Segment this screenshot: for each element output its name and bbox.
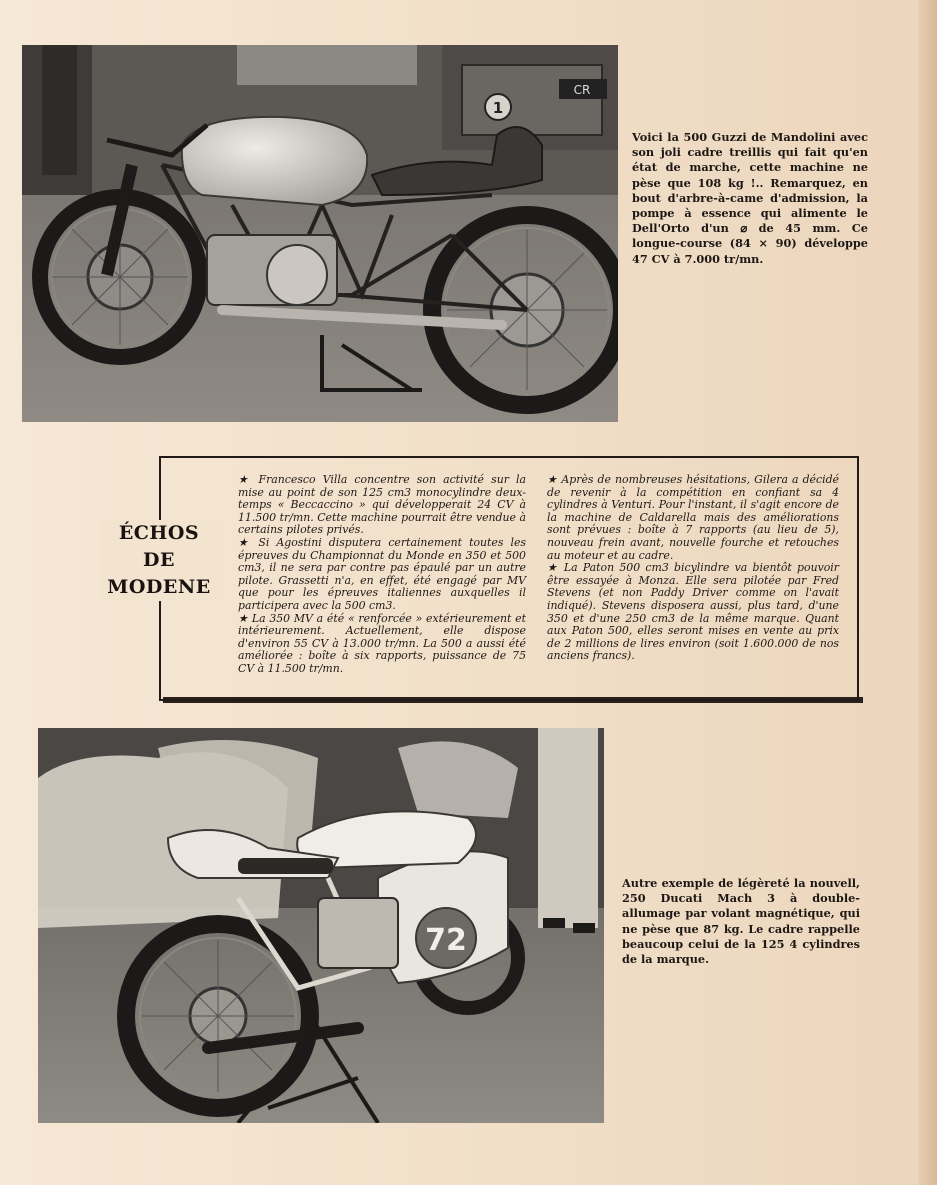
photo-guzzi: [22, 45, 618, 422]
caption-ducati: Autre exemple de légèreté la nouvell, 250 Ducati Mach 3 à double-allumage par volant magnétique, qui ne pèse que 87 kg. Le cadre rappelle beaucoup celui de la 125 4 cylindres de la marque.: [622, 876, 860, 967]
echo-item: ★ Si Agostini disputera certainement toutes les épreuves du Championnat du Monde en 350 et 500 cm3, il ne sera par contre pas épaulé par un autre pilote. Grassetti n'a, en effet, été engagé par MV que pour les épreuves italiennes auxquelles il participera avec la 500 cm3.: [238, 535, 526, 612]
ducati-motorcycle-illustration: [38, 728, 604, 1123]
echo-item: ★ Francesco Villa concentre son activité sur la mise au point de son 125 cm3 monocylindre deux-temps « Beccaccino » qui développerait 24 CV à 11.500 tr/mn. Cette machine pourrait être vendue à certains pilotes privés.: [238, 473, 526, 537]
caption-guzzi: Voici la 500 Guzzi de Mandolini avec son joli cadre treillis qui fait qu'en état de marche, cette machine ne pèse que 108 kg !.. Remarquez, en bout d'arbre-à-came d'admission, la pompe à essence qui alimente le Dell'Orto d'un ⌀ de 45 mm. Ce longue-course (84 × 90) développe 47 CV à 7.000 tr/mn.: [632, 130, 868, 266]
page-edge: [918, 0, 937, 1185]
echos-column-left: [238, 474, 526, 676]
photo-ducati: [38, 728, 604, 1123]
race-number-plate: 72: [425, 923, 467, 958]
start-number-label: 1: [492, 99, 504, 117]
guzzi-motorcycle-illustration: [22, 45, 618, 422]
license-plate: CR: [573, 83, 591, 97]
echo-item: ★ La Paton 500 cm3 bicylindre va bientôt pouvoir être essayée à Monza. Elle sera pilotée par Fred Stevens (et non Paddy Driver comme on l'avait indiqué). Stevens disposera aussi, plus tard, d'une 350 et d'une 250 cm3 de la même marque. Quant aux Paton 500, elles seront mises en vente au prix de 2 millions de lires environ (soit 1.600.000 de nos anciens francs).: [547, 561, 839, 663]
echos-column-right: [547, 474, 839, 663]
echos-title-line1: ÉCHOS: [118, 522, 200, 544]
echo-item: ★ La 350 MV a été « renforcée » extérieurement et intérieurement. Actuellement, elle dispose d'environ 55 CV à 13.000 tr/mn. La 500 a aussi été améliorée : boîte à six rapports, puissance de 75 CV à 11.500 tr/mn.: [238, 611, 526, 675]
echo-item: ★ Après de nombreuses hésitations, Gilera a décidé de revenir à la compétition en confiant sa 4 cylindres à Venturi. Pour l'instant, il s'agit encore de la machine de Caldarella mais des améliorations sont prévues : boîte à 7 rapports (au lieu de 5), nouveau frein avant, nouvelle fourche et retouches au moteur et au cadre.: [547, 473, 839, 562]
echos-title-line3: MODENE: [107, 576, 211, 598]
echos-title: [100, 520, 218, 601]
echos-title-line2: DE: [143, 549, 175, 571]
